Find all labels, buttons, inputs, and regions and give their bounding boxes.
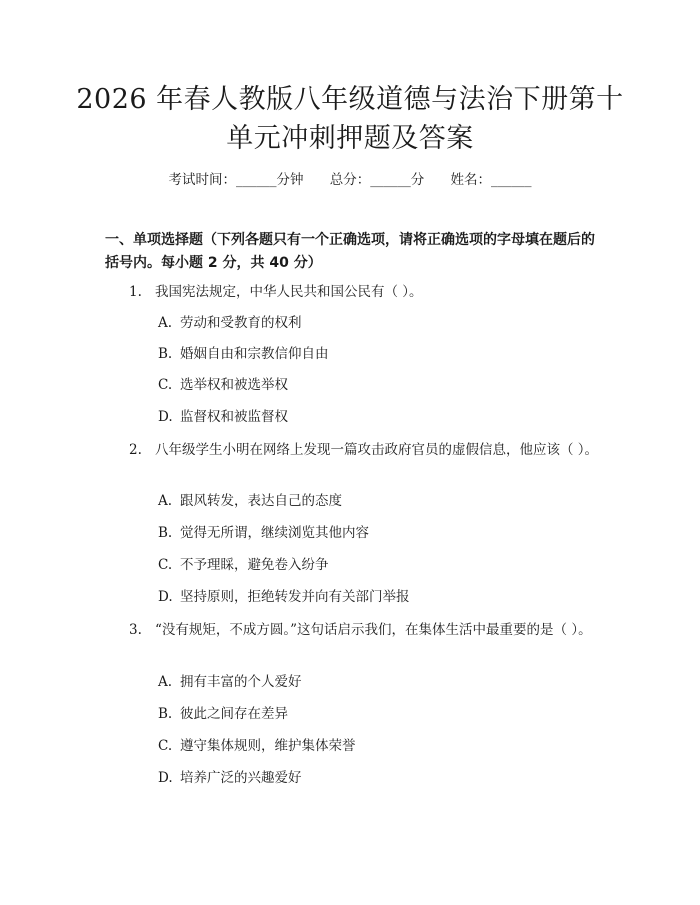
question-1 (105, 281, 600, 303)
question-3 (105, 619, 600, 641)
option-label: B. (158, 525, 173, 541)
option-label: B. (158, 346, 173, 362)
question-1-option-d (158, 407, 288, 427)
section-heading: 一、单项选择题（下列各题只有一个正确选项，请将正确选项的字母填在题后的括号内。每小题 2 分，共 40 分） (105, 232, 595, 271)
question-1-option-b (158, 344, 329, 364)
question-3-option-d (158, 768, 302, 788)
question-text: 八年级学生小明在网络上发现一篇攻击政府官员的虚假信息，他应该（ ）。 (155, 442, 599, 458)
student-name-field: 姓名：______ (450, 172, 532, 188)
option-text: 坚持原则，拒绝转发并向有关部门举报 (180, 589, 410, 605)
question-2-option-c (158, 555, 329, 575)
option-label: D. (158, 409, 173, 425)
option-text: 劳动和受教育的权利 (180, 315, 302, 331)
option-label: D. (158, 589, 173, 605)
question-2 (105, 439, 600, 461)
question-1-option-a (158, 313, 302, 333)
question-number: 2. (129, 442, 142, 458)
total-score-field: 总分：______分 (329, 172, 425, 188)
option-label: B. (158, 706, 173, 722)
option-label: A. (158, 493, 173, 509)
option-text: 监督权和被监督权 (180, 409, 288, 425)
question-2-option-b (158, 523, 369, 543)
question-2-option-a (158, 491, 342, 511)
option-label: C. (158, 738, 173, 754)
question-number: 3. (129, 622, 142, 638)
question-number: 1. (129, 284, 142, 300)
option-text: 觉得无所谓，继续浏览其他内容 (180, 525, 369, 541)
exam-time-field: 考试时间：______分钟 (168, 172, 304, 188)
option-text: 选举权和被选举权 (180, 377, 288, 393)
question-text: 我国宪法规定，中华人民共和国公民有（ ）。 (155, 284, 423, 300)
option-text: 彼此之间存在差异 (180, 706, 288, 722)
exam-meta (0, 168, 700, 188)
question-text: “没有规矩，不成方圆。”这句话启示我们，在集体生活中最重要的是（ ）。 (155, 622, 592, 638)
option-label: A. (158, 674, 173, 690)
option-text: 遵守集体规则，维护集体荣誉 (180, 738, 356, 754)
option-text: 拥有丰富的个人爱好 (180, 674, 302, 690)
option-label: C. (158, 557, 173, 573)
option-text: 培养广泛的兴趣爱好 (180, 770, 302, 786)
question-3-option-a (158, 672, 302, 692)
option-text: 不予理睬，避免卷入纷争 (180, 557, 329, 573)
question-3-option-c (158, 736, 356, 756)
question-1-option-c (158, 375, 288, 395)
option-label: C. (158, 377, 173, 393)
option-text: 婚姻自由和宗教信仰自由 (180, 346, 329, 362)
question-3-option-b (158, 704, 288, 724)
document-title-line-1: 2026 年春人教版八年级道德与法治下册第十 (76, 84, 624, 115)
option-text: 跟风转发，表达自己的态度 (180, 493, 342, 509)
question-2-option-d (158, 587, 410, 607)
option-label: D. (158, 770, 173, 786)
option-label: A. (158, 315, 173, 331)
document-title-line-2: 单元冲刺押题及答案 (226, 123, 474, 154)
